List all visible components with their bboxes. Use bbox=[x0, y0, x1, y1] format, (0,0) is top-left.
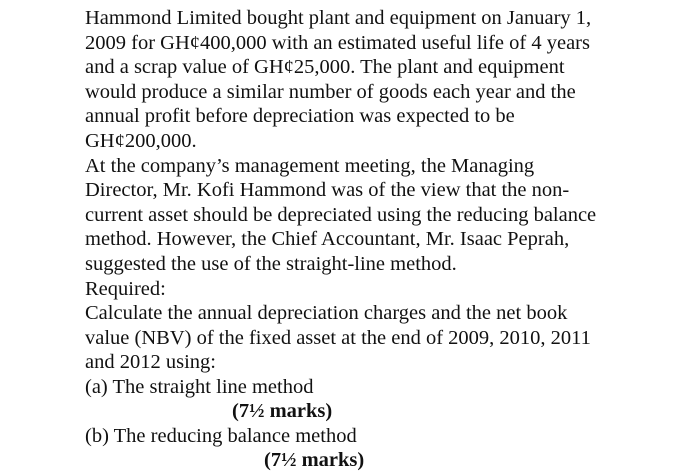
intro-line: would produce a similar number of goods each year and the bbox=[85, 81, 576, 103]
meeting-line: method. However, the Chief Accountant, Mr. Isaac Peprah, bbox=[85, 228, 570, 250]
intro-line: annual profit before depreciation was expected to be bbox=[85, 105, 515, 127]
part-b-label: (b) The reducing balance method bbox=[85, 425, 357, 447]
part-b-marks: (7½ marks) bbox=[264, 449, 365, 471]
instruction-line: value (NBV) of the fixed asset at the end of 2009, 2010, 2011 bbox=[85, 327, 591, 349]
part-a-marks: (7½ marks) bbox=[232, 400, 333, 422]
intro-line: Hammond Limited bought plant and equipment on January 1, bbox=[85, 7, 592, 29]
instruction-line: and 2012 using: bbox=[85, 351, 216, 373]
part-a-label: (a) The straight line method bbox=[85, 376, 314, 398]
meeting-line: Director, Mr. Kofi Hammond was of the view that the non- bbox=[85, 179, 570, 201]
meeting-line: At the company’s management meeting, the Managing bbox=[85, 155, 535, 177]
intro-line: 2009 for GH¢400,000 with an estimated useful life of 4 years bbox=[85, 32, 590, 54]
required-heading: Required: bbox=[85, 278, 166, 300]
intro-line: and a scrap value of GH¢25,000. The plant and equipment bbox=[85, 56, 565, 78]
instruction-line: Calculate the annual depreciation charges and the net book bbox=[85, 302, 568, 324]
intro-line: GH¢200,000. bbox=[85, 130, 197, 152]
meeting-line: current asset should be depreciated using the reducing balance bbox=[85, 204, 597, 226]
meeting-line: suggested the use of the straight-line method. bbox=[85, 253, 457, 275]
